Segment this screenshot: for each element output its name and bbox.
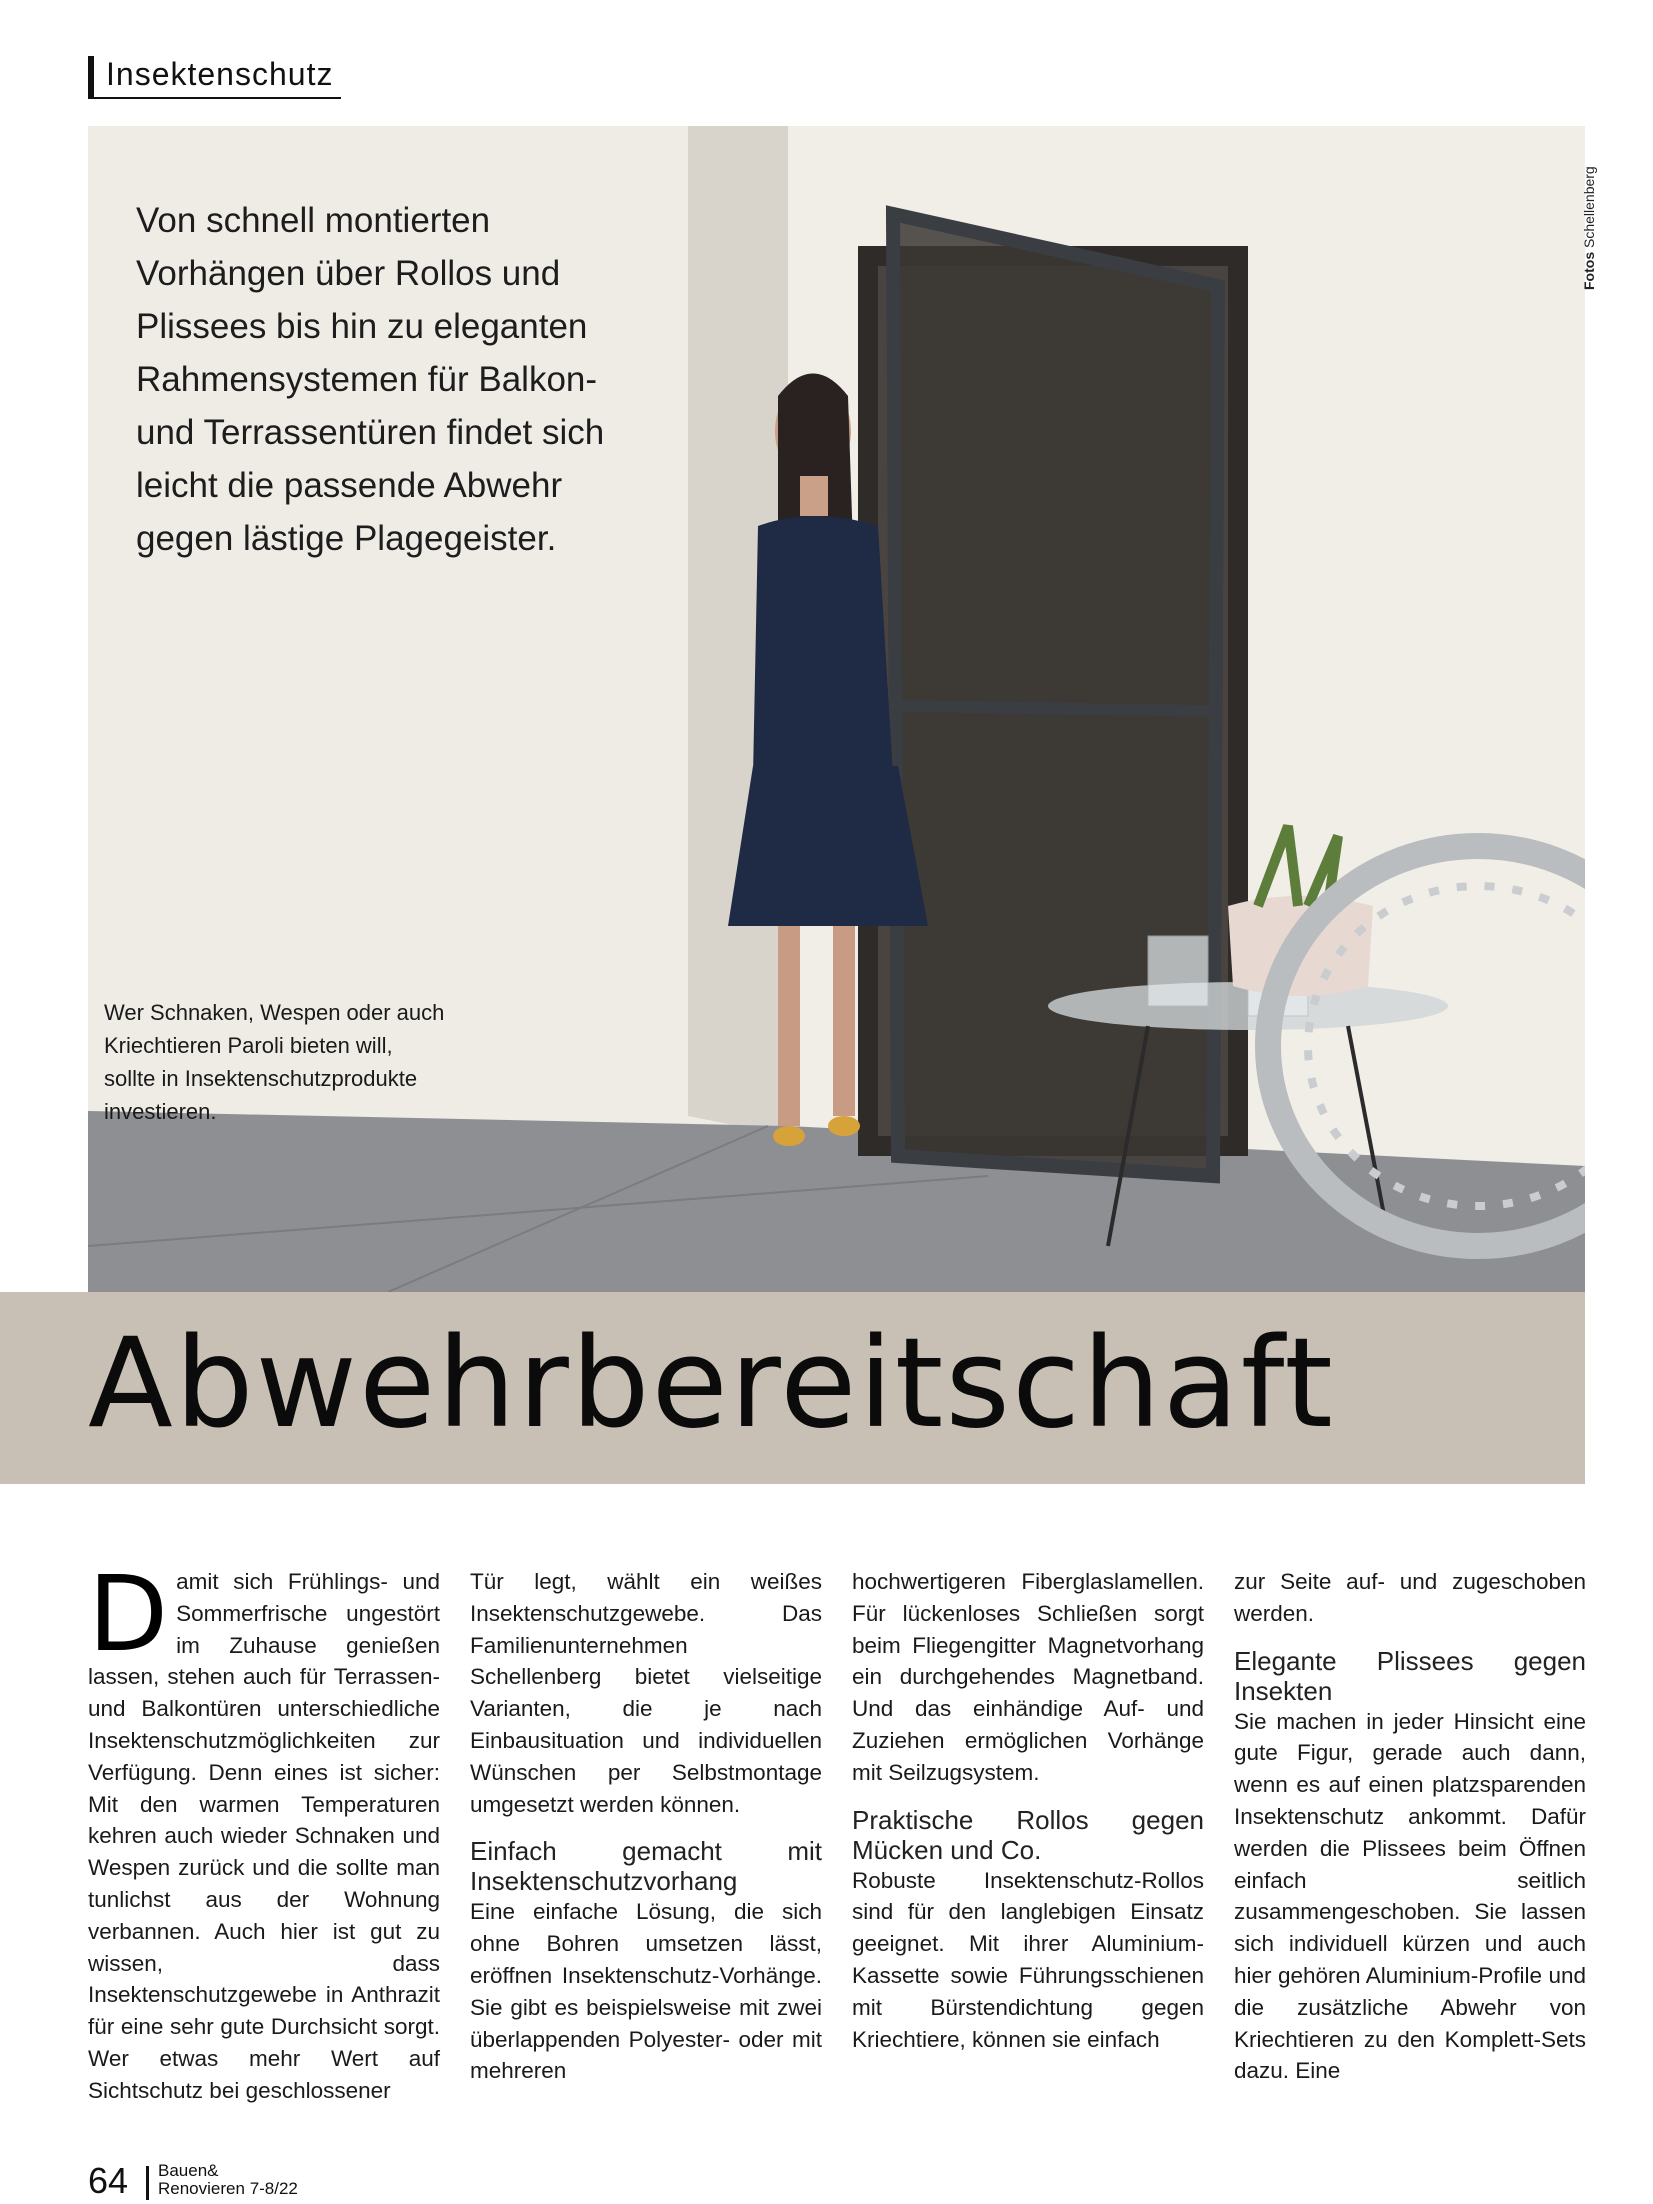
column-4 [1234,1566,1586,2087]
paragraph: hochwertigeren Fiberglaslamellen. Für lückenloses Schließen sorgt beim Fliegengitter Magnetvorhang ein durchgehendes Magnetband. Und das einhändige Auf- und Zuziehen ermöglichen Vorhänge mit Seilzugsystem. [852,1569,1204,1785]
hero-photo [88,126,1585,1292]
caption-line: investieren. [104,1099,217,1124]
intro-line: und Terrassentüren findet sich [136,413,605,452]
magazine-name-line2: Renovieren [158,2179,245,2198]
issue-number: 7-8/22 [249,2179,298,2198]
paragraph: zur Seite auf- und zugeschoben werden. [1234,1569,1586,1626]
caption-line: sollte in Insektenschutzprodukte [104,1066,418,1091]
subheading: Praktische Rollos gegen Mücken und Co. [852,1804,1204,1865]
caption-line: Kriechtieren Paroli bieten will, [104,1033,393,1058]
paragraph: Robuste Insektenschutz-Rollos sind für den langlebigen Einsatz geeignet. Mit ihrer Aluminium-Kassette sowie Führungsschienen mit Bürstendichtung gegen Kriechtiere, können sie einfach [852,1867,1204,2052]
intro-line: Plissees bis hin zu eleganten [136,307,588,346]
paragraph: Tür legt, wählt ein weißes Insektenschutzgewebe. Das Familienunternehmen Schellenberg bietet vielseitige Varianten, die je nach Einbausituation und individuellen Wünschen per Selbstmontage umgesetzt werden können. [470,1569,822,1817]
article-title: Abwehrbereitschaft [88,1312,1335,1456]
intro-line: Rahmensystemen für Balkon- [136,360,598,399]
credit-label: Fotos [1581,251,1597,290]
paragraph: amit sich Frühlings- und Sommerfrische ungestört im Zuhause genießen lassen, stehen auch für Terrassen- und Balkontüren unterschiedliche Insektenschutzmöglichkeiten zur Verfügung. Denn eines ist sicher: Mit den warmen Temperaturen kehren auch wieder Schnaken und Wespen zurück und die sollte man tunlichst aus der Wohnung verbannen. Auch hier ist gut zu wissen, dass Insektenschutzgewebe in Anthrazit für eine sehr gute Durchsicht sorgt. Wer etwas mehr Wert auf Sichtschutz bei geschlossener [88,1569,440,2103]
footer-divider [146,2166,149,2200]
subheading: Einfach gemacht mit Insektenschutzvorhang [470,1836,822,1897]
section-label: Insektenschutz [88,56,341,99]
column-1 [88,1553,440,2107]
caption-line: Wer Schnaken, Wespen oder auch [104,1000,445,1025]
title-band [0,1292,1585,1484]
column-2 [470,1566,822,2087]
page-number: 64 [88,2160,129,2201]
intro-text [136,194,696,565]
paragraph: Sie machen in jeder Hinsicht eine gute Figur, gerade auch dann, wenn es auf einen platzsparenden Insektenschutz ankommt. Dafür werden die Plissees beim Öffnen einfach seitlich zusammengeschoben. Sie lassen sich individuell kürzen und auch hier gehören Aluminium-Profile und die zusätzliche Abwehr von Kriechtieren zu den Komplett-Sets dazu. Eine [1234,1708,1586,2084]
drop-cap: D [88,1553,169,1675]
photo-credit [1575,130,1605,320]
credit-name: Schellenberg [1581,166,1597,248]
paragraph: Eine einfache Lösung, die sich ohne Bohren umsetzen lässt, eröffnen Insektenschutz-Vorhänge. Sie gibt es beispielsweise mit zwei überlappenden Polyester- oder mit mehreren [470,1899,822,2084]
intro-line: gegen lästige Plagegeister. [136,519,557,558]
intro-line: Vorhängen über Rollos und [136,254,561,293]
magazine-name [158,2162,298,2198]
intro-line: Von schnell montierten [136,201,491,240]
intro-line: leicht die passende Abwehr [136,466,563,505]
column-3 [852,1566,1204,2055]
photo-caption [104,996,504,1128]
magazine-name-line1: Bauen& [158,2161,219,2180]
subheading: Elegante Plissees gegen Insekten [1234,1645,1586,1706]
